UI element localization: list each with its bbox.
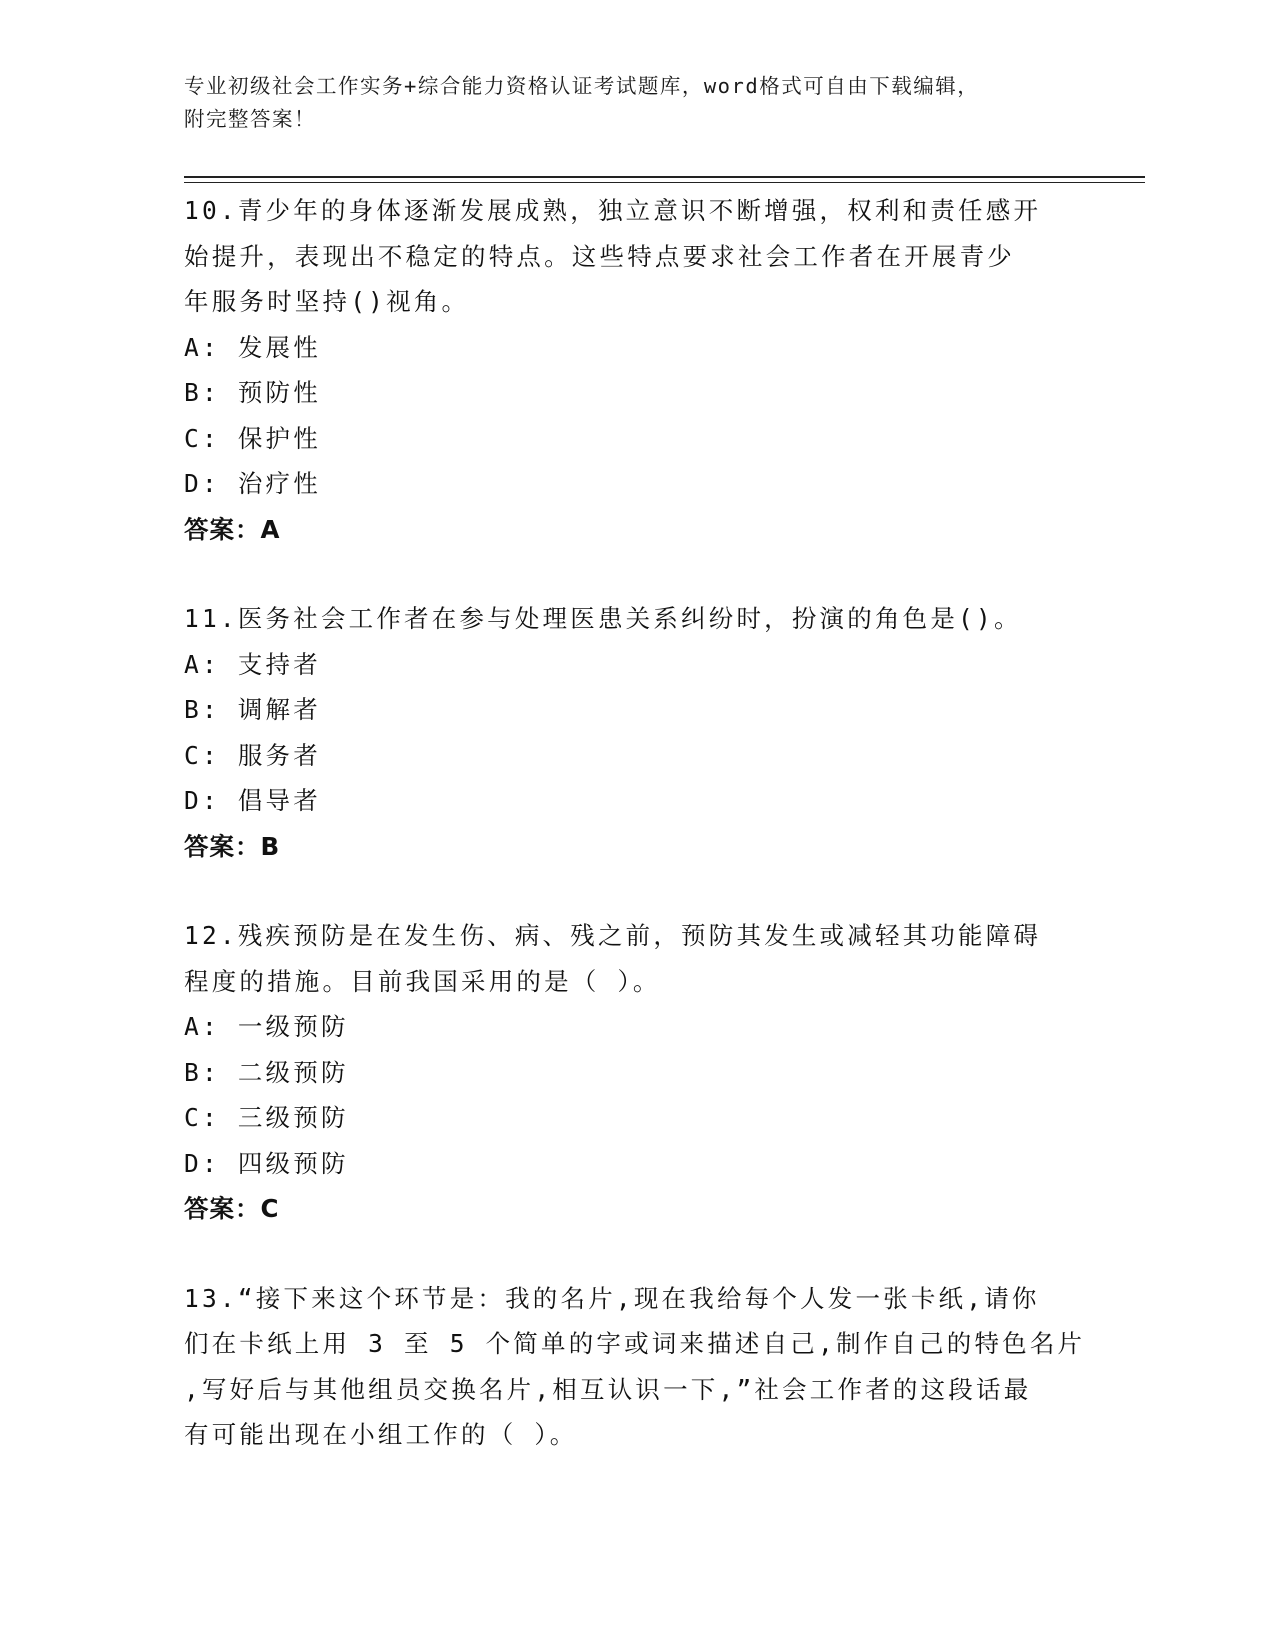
document-header [184, 70, 1084, 136]
question-stem-line: 年服务时坚持()视角。 [184, 287, 470, 316]
spacer [184, 552, 1104, 596]
option-b: B: 二级预防 [184, 1057, 349, 1087]
option-c: C: 保护性 [184, 423, 321, 453]
question-stem-line: 有可能出现在小组工作的（ ）。 [184, 1420, 578, 1449]
option-d: D: 治疗性 [184, 469, 321, 498]
option-b: B: 调解者 [184, 695, 321, 724]
spacer [184, 1232, 1104, 1276]
answer: 答案：A [184, 514, 281, 544]
question-stem-line: 10.青少年的身体逐渐发展成熟，独立意识不断增强，权利和责任感开 [184, 196, 1042, 225]
option-c: C: 服务者 [184, 740, 321, 770]
question-stem-line: 始提升，表现出不稳定的特点。这些特点要求社会工作者在开展青少 [184, 241, 1015, 271]
question-stem-line: ,写好后与其他组员交换名片,相互认识一下,”社会工作者的这段话最 [184, 1374, 1032, 1404]
answer: 答案：B [184, 831, 281, 861]
question-12 [184, 913, 1104, 1232]
spacer [184, 869, 1104, 913]
question-13 [184, 1276, 1104, 1458]
question-stem-line: 13.“接下来这个环节是：我的名片,现在我给每个人发一张卡纸,请你 [184, 1283, 1040, 1313]
question-11 [184, 596, 1104, 869]
option-d: D: 倡导者 [184, 786, 321, 815]
option-a: A: 发展性 [184, 332, 321, 362]
question-stem-line: 们在卡纸上用 3 至 5 个简单的字或词来描述自己,制作自己的特色名片 [184, 1329, 1086, 1358]
option-a: A: 支持者 [184, 649, 321, 679]
header-divider-thick [184, 176, 1145, 178]
question-stem-line: 11.医务社会工作者在参与处理医患关系纠纷时，扮演的角色是()。 [184, 604, 1022, 633]
question-stem-line: 12.残疾预防是在发生伤、病、残之前，预防其发生或减轻其功能障碍 [184, 921, 1042, 950]
option-c: C: 三级预防 [184, 1103, 349, 1132]
option-d: D: 四级预防 [184, 1148, 349, 1178]
question-stem-line: 程度的措施。目前我国采用的是（ ）。 [184, 966, 661, 996]
header-line-2: 附完整答案！ [184, 107, 316, 131]
option-a: A: 一级预防 [184, 1012, 349, 1041]
header-line-1: 专业初级社会工作实务+综合能力资格认证考试题库，word格式可自由下载编辑， [184, 74, 980, 98]
header-divider-thin [184, 182, 1145, 183]
question-10 [184, 188, 1104, 552]
question-list [184, 188, 1104, 1458]
answer: 答案：C [184, 1194, 280, 1223]
option-b: B: 预防性 [184, 378, 321, 407]
